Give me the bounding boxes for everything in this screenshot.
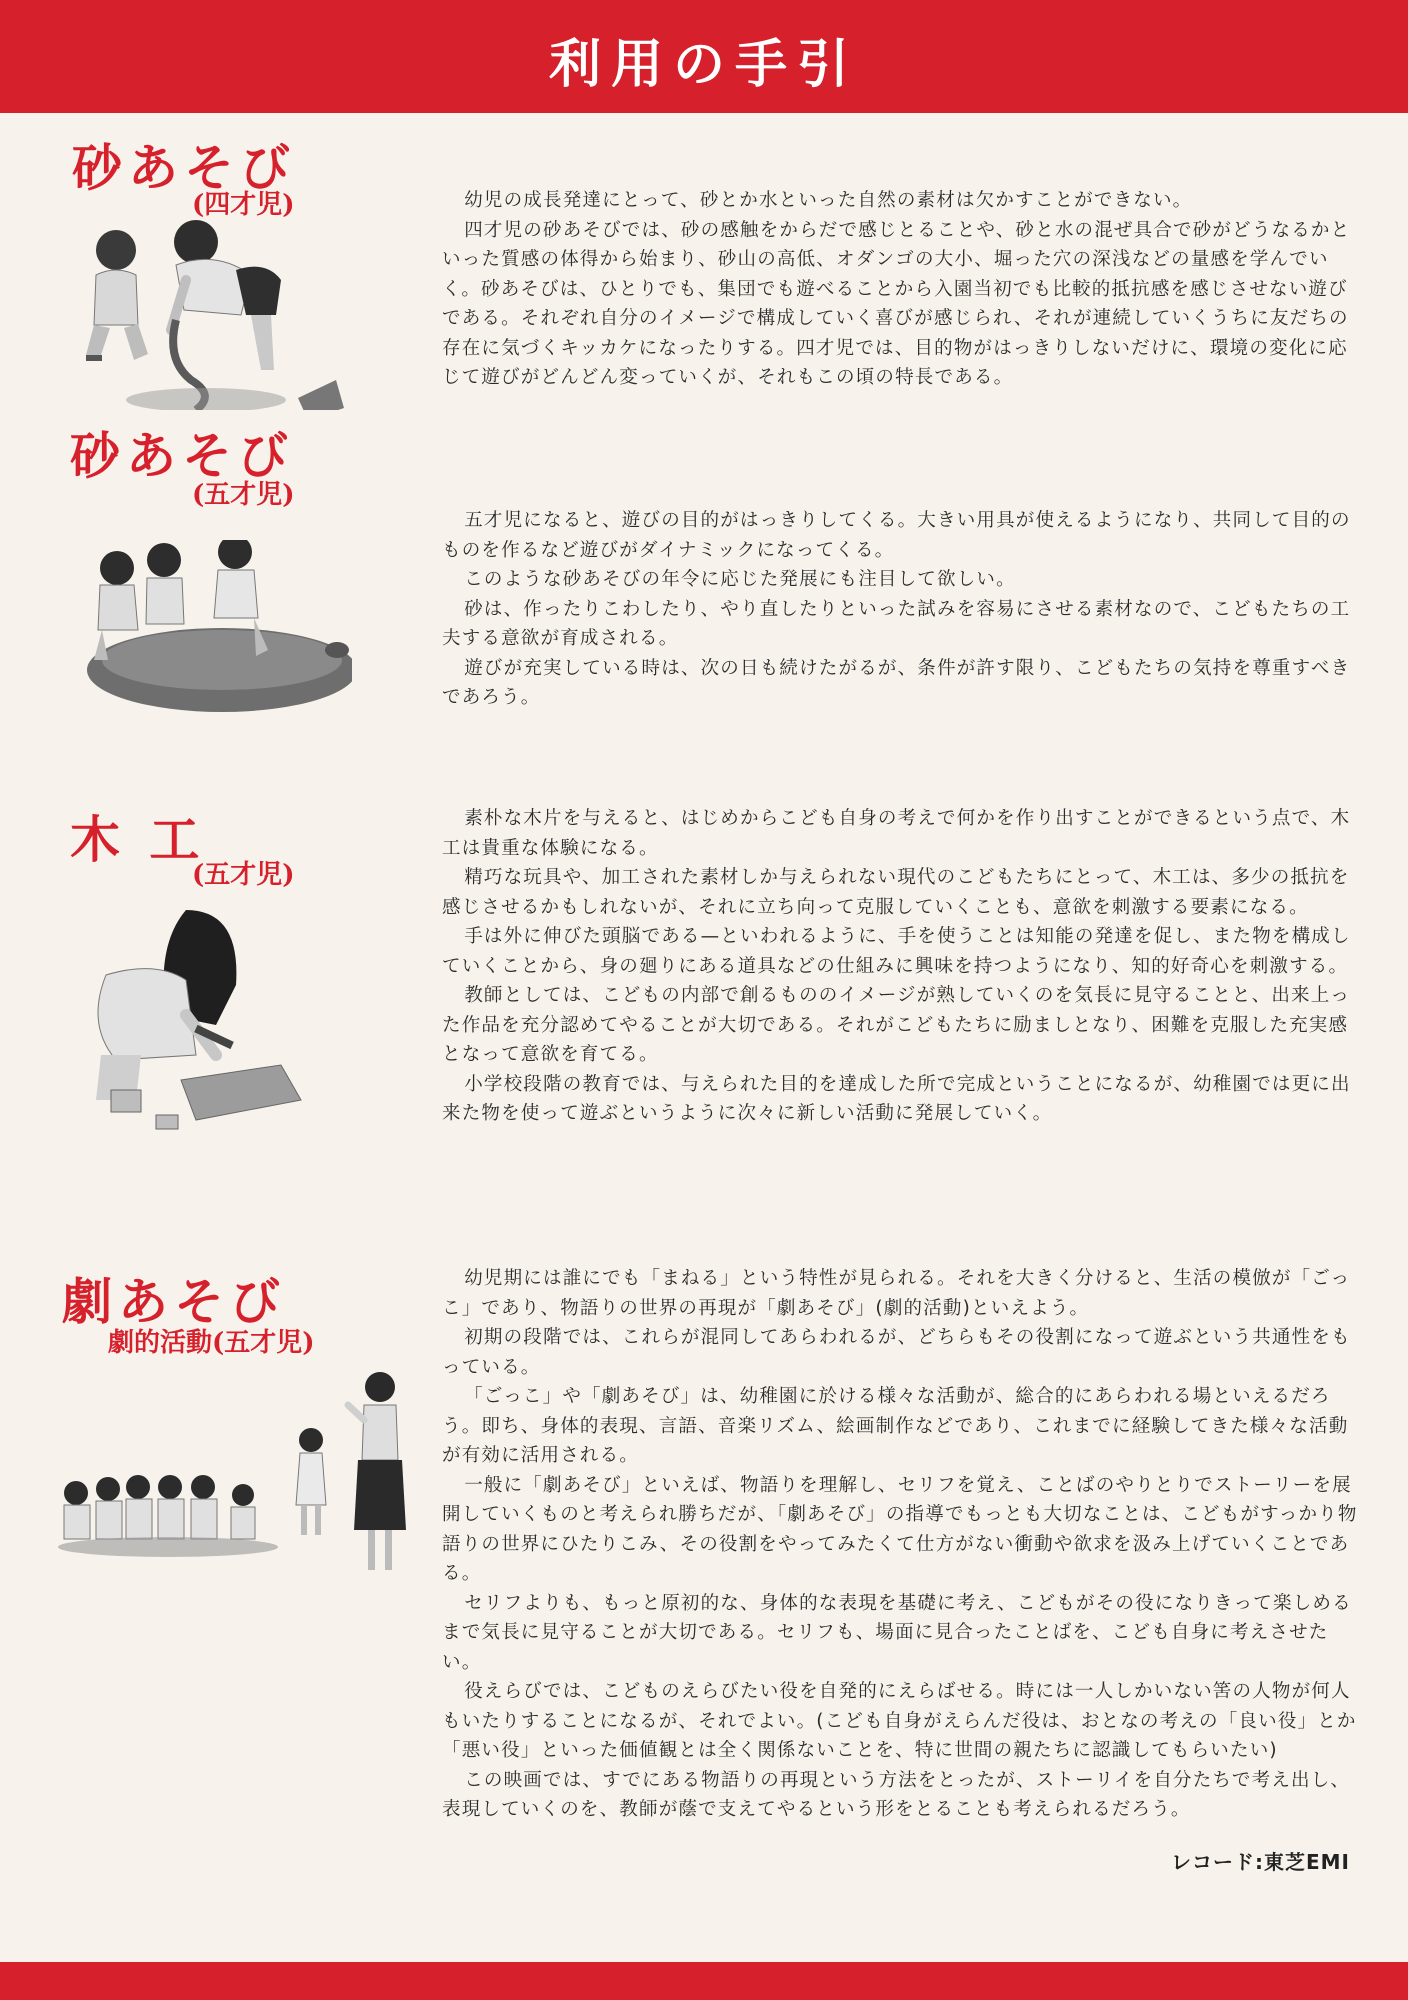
section-title-drama-play-5: 劇あそび bbox=[62, 1272, 286, 1331]
paragraph: 幼児期には誰にでも「まねる」という特性が見られる。それを大きく分けると、生活の模倣が「ごっこ」であり、物語りの世界の再現が「劇あそび」(劇的活動)といえよう。 bbox=[442, 1268, 1351, 1319]
paragraph: 一般に「劇あそび」といえば、物語りを理解し、セリフを覚え、ことばのやりとりでストーリーを展開していくものと考えられ勝ちだが、「劇あそび」の指導でもっとも大切なことは、こどもがすっかり物語りの世界にひたりこみ、その役割をやってみたくて仕方がない衝動や欲求を汲み上げていくことである。 bbox=[442, 1474, 1358, 1584]
paragraph: この映画では、すでにある物語りの再現という方法をとったが、ストーリイを自分たちで考え出し、表現していくのを、教師が蔭で支えてやるという形をとることも考えられるだろう。 bbox=[442, 1769, 1351, 1820]
paragraph: 教師としては、こどもの内部で創るもののイメージが熟していくのを気長に見守ることと、出来上った作品を充分認めてやることが大切である。それがこどもたちに励ましとなり、困難を克服した充実感となって意欲を育てる。 bbox=[442, 985, 1351, 1065]
footer-band bbox=[0, 1962, 1408, 2000]
photo-children-sand-mound-5 bbox=[72, 540, 352, 735]
photo-child-woodwork-5 bbox=[66, 905, 316, 1130]
photo-children-sand-play-4 bbox=[76, 220, 346, 410]
paragraph: 遊びが充実している時は、次の日も続けたがるが、条件が許す限り、こどもたちの気持を尊重すべきであろう。 bbox=[442, 657, 1351, 708]
paragraph: 手は外に伸びた頭脳である—といわれるように、手を使うことは知能の発達を促し、また物を構成していくことから、身の廻りにある道具などの仕組みに興味を持つようになり、知的好奇心を刺激する。 bbox=[442, 926, 1351, 977]
section-subtitle-woodwork-5: (五才児) bbox=[192, 860, 295, 890]
section-text-sand-play-5 bbox=[442, 506, 1358, 713]
paragraph: 初期の段階では、これらが混同してあらわれるが、どちらもその役割になって遊ぶという共通性をもっている。 bbox=[442, 1327, 1351, 1378]
section-subtitle-sand-play-4: (四才児) bbox=[192, 190, 295, 220]
paragraph: 「ごっこ」や「劇あそび」は、幼稚園に於ける様々な活動が、総合的にあらわれる場といえるだろう。即ち、身体的表現、言語、音楽リズム、絵画制作などであり、これまでに経験してきた様々な活動が有効に活用される。 bbox=[442, 1386, 1349, 1466]
paragraph: セリフよりも、もっと原初的な、身体的な表現を基礎に考え、こどもがその役になりきって楽しめるまで気長に見守ることが大切である。セリフも、場面に見合ったことばを、こども自身に考えさせたい。 bbox=[442, 1592, 1352, 1673]
section-text-drama-play-5 bbox=[442, 1264, 1358, 1825]
section-title-sand-play-4: 砂あそび bbox=[72, 138, 296, 197]
paragraph: 役えらびでは、こどものえらびたい役を自発的にえらばせる。時には一人しかいない筈の人物が何人もいたりすることになるが、それでよい。(こども自身がえらんだ役は、おとなの考えの「良い役」とか「悪い役」といった価値観とは全く関係ないことを、特に世間の親たちに認識してもらいたい) bbox=[442, 1681, 1357, 1761]
photo-children-drama-teacher bbox=[58, 1365, 408, 1580]
record-credit: レコード:東芝EMI bbox=[1170, 1850, 1350, 1874]
paragraph: このような砂あそびの年令に応じた発展にも注目して欲しい。 bbox=[464, 569, 1016, 590]
section-title-sand-play-5: 砂あそび bbox=[70, 426, 294, 485]
section-title-woodwork-5: 木 工 bbox=[70, 810, 206, 869]
section-subtitle-drama-play-5: 劇的活動(五才児) bbox=[108, 1328, 315, 1358]
page-title: 利用の手引 bbox=[548, 35, 859, 95]
paragraph: 精巧な玩具や、加工された素材しか与えられない現代のこどもたちにとって、木工は、多少の抵抗を感じさせるかもしれないが、それに立ち向って克服していくことも、意欲を刺激する要素になる。 bbox=[442, 867, 1350, 918]
paragraph: 四才児の砂あそびでは、砂の感触をからだで感じとることや、砂と水の混ぜ具合で砂がどうなるかといった質感の体得から始まり、砂山の高低、オダンゴの大小、堀った穴の深浅などの量感を学んでいく。砂あそびは、ひとりでも、集団でも遊べることから入園当初でも比較的抵抗感を感じさせない遊びである。それぞれ自分のイメージで構成していく喜びが感じられ、それが連続していくうちに友だちの存在に気づくキッカケになったりする。四才児では、目的物がはっきりしないだけに、環境の変化に応じて遊びがどんどん変っていくが、それもこの頃の特長である。 bbox=[442, 219, 1351, 388]
paragraph: 素朴な木片を与えると、はじめからこども自身の考えで何かを作り出すことができるという点で、木工は貴重な体験になる。 bbox=[442, 808, 1351, 859]
paragraph: 砂は、作ったりこわしたり、やり直したりといった試みを容易にさせる素材なので、こどもたちの工夫する意欲が育成される。 bbox=[442, 598, 1351, 649]
section-text-sand-play-4 bbox=[442, 186, 1358, 393]
paragraph: 小学校段階の教育では、与えられた目的を達成した所で完成ということになるが、幼稚園では更に出来た物を使って遊ぶというように次々に新しい活動に発展していく。 bbox=[442, 1073, 1351, 1124]
section-text-woodwork-5 bbox=[442, 804, 1358, 1129]
section-subtitle-sand-play-5: (五才児) bbox=[192, 480, 295, 510]
paragraph: 幼児の成長発達にとって、砂とか水といった自然の素材は欠かすことができない。 bbox=[464, 190, 1193, 211]
paragraph: 五才児になると、遊びの目的がはっきりしてくる。大きい用具が使えるようになり、共同して目的のものを作るなど遊びがダイナミックになってくる。 bbox=[442, 510, 1351, 561]
